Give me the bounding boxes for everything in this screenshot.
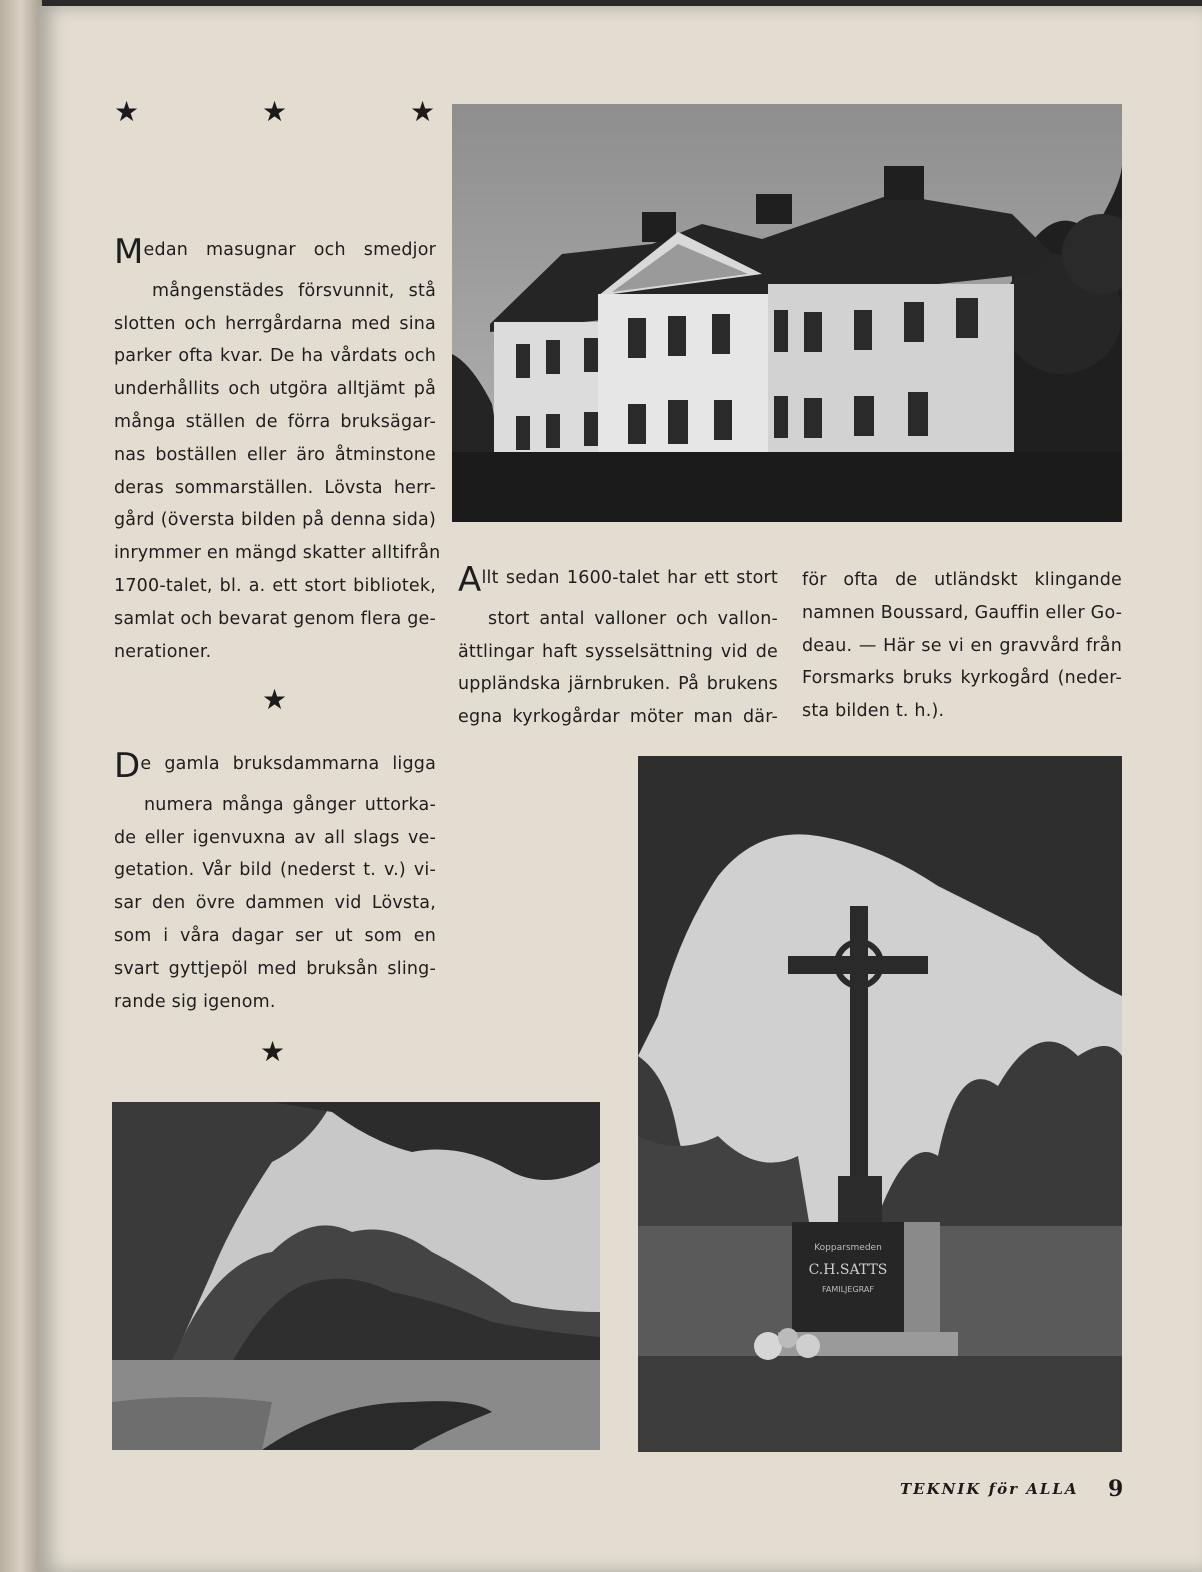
dropcap: D [114, 746, 141, 786]
star-ornament: ★ [260, 1035, 286, 1068]
star-ornament: ★ [114, 95, 140, 128]
paragraph-manors [114, 232, 441, 668]
star-ornament: ★ [410, 95, 436, 128]
dropcap: A [458, 560, 482, 600]
text-line: uppländska järnbruken. På brukens [458, 674, 778, 695]
page-number: 9 [1108, 1476, 1124, 1502]
gravestone-inscription: Kopparsmeden [814, 1243, 882, 1253]
star-ornament: ★ [262, 95, 288, 128]
magazine-title: TEKNIK för ALLA [900, 1480, 1079, 1498]
text-line: många ställen de förra bruksägar- [114, 411, 436, 432]
text-line: edan masugnar och smedjor [143, 240, 436, 260]
text-line: inrymmer en mängd skatter alltifrån [114, 543, 441, 564]
text-line: sta bilden t. h.). [802, 701, 945, 722]
text-line: stort antal valloner och vallon- [488, 608, 778, 629]
text-line: deras sommarställen. Lövsta herr- [114, 477, 436, 498]
text-line: numera många gånger uttorka- [144, 794, 436, 815]
gravestone-inscription: C.H.SATTS [808, 1262, 888, 1278]
text-line: deau. — Här se vi en gravvård från [802, 635, 1122, 656]
text-line: de eller igenvuxna av all slags ve- [114, 827, 436, 848]
text-line: namnen Boussard, Gauffin eller Go- [802, 602, 1123, 623]
text-line: e gamla bruksdammarna ligga [140, 754, 436, 774]
text-line: rande sig igenom. [114, 991, 276, 1012]
text-line: 1700-talet, bl. a. ett stort bibliotek, [114, 575, 436, 596]
text-line: Forsmarks bruks kyrkogård (neder- [802, 668, 1122, 689]
text-line: som i våra dagar ser ut som en [114, 925, 436, 946]
text-line: sar den övre dammen vid Lövsta, [114, 893, 436, 914]
paragraph-walloons-col1 [458, 562, 778, 734]
text-line: svart gyttjepöl med bruksån sling- [114, 958, 436, 979]
photo-lovsta-manor [452, 104, 1122, 522]
text-line: getation. Vår bild (nederst t. v.) vi- [114, 860, 436, 881]
text-line: slotten och herrgårdarna med sina [114, 313, 436, 334]
text-line: ättlingar haft sysselsättning vid de [458, 641, 778, 662]
text-line: för ofta de utländskt klingande [802, 570, 1122, 590]
left-page-edge [0, 0, 42, 1572]
photo-lovsta-dam [112, 1102, 600, 1450]
paragraph-dams [114, 748, 436, 1018]
photo-forsmark-grave [638, 756, 1122, 1452]
text-line: nas boställen eller äro åtminstone [114, 444, 436, 465]
paragraph-walloons-col2 [802, 564, 1122, 728]
star-ornament: ★ [262, 683, 288, 716]
text-line: egna kyrkogårdar möter man där- [458, 707, 778, 728]
magazine-page [38, 6, 1202, 1572]
text-line: underhållits och utgöra alltjämt på [114, 379, 436, 400]
text-line: llt sedan 1600-talet har ett stort [481, 568, 778, 588]
gravestone-inscription: FAMILJEGRAF [822, 1285, 874, 1294]
text-line: samlat och bevarat genom flera ge- [114, 608, 436, 629]
text-line: gård (översta bilden på denna sida) [114, 510, 436, 531]
text-line: mångenstädes försvunnit, stå [152, 280, 436, 301]
dropcap: M [114, 232, 144, 272]
text-line: nerationer. [114, 641, 212, 662]
text-line: parker ofta kvar. De ha vårdats och [114, 346, 436, 367]
